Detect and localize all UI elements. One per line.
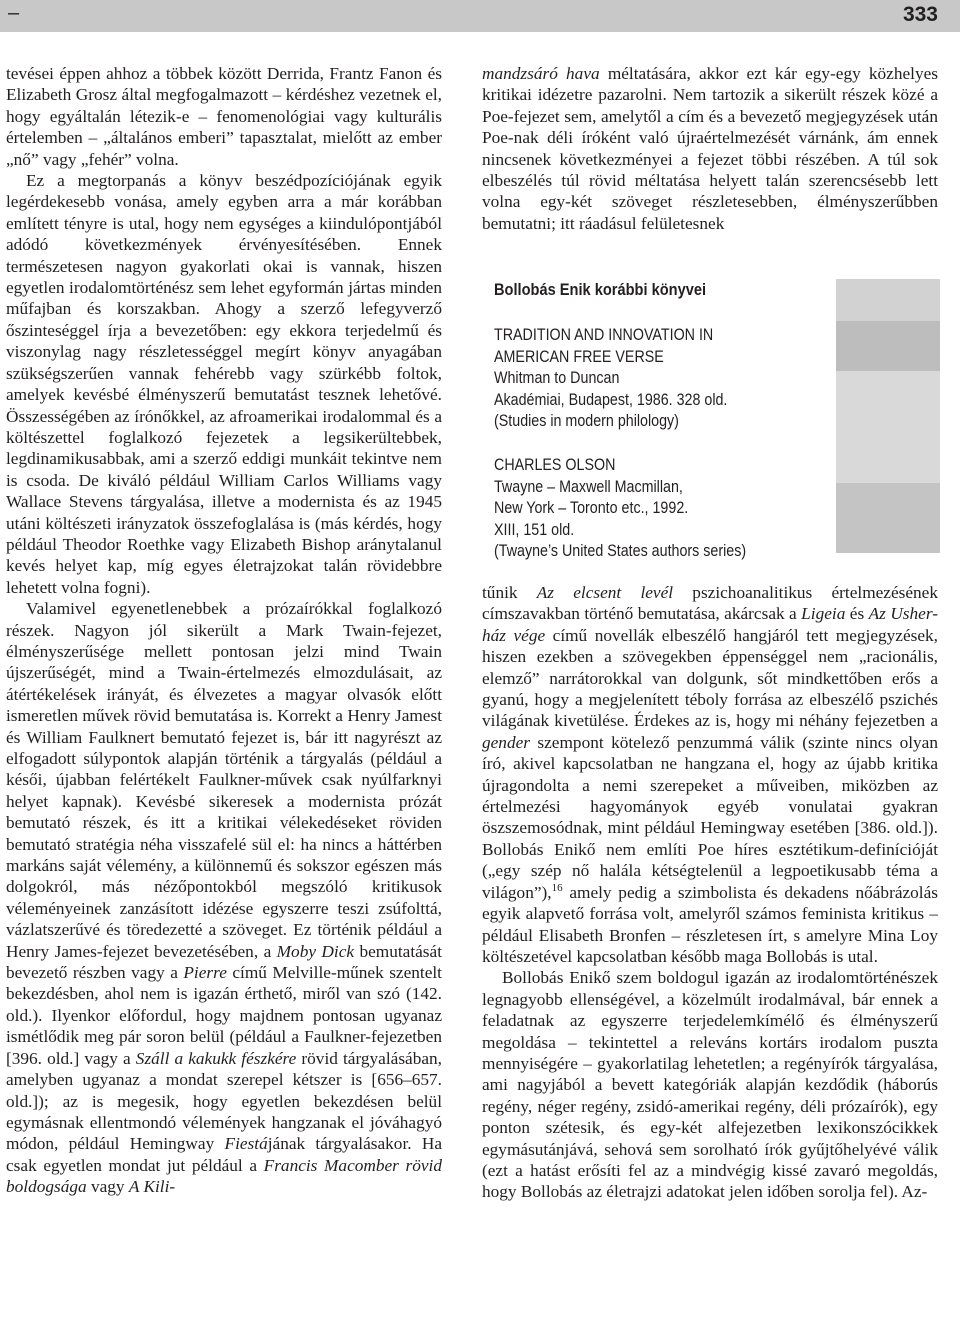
- text-run: tűnik: [482, 583, 537, 602]
- paragraph: [6, 598, 442, 1197]
- italic-title: Pierre: [183, 963, 227, 983]
- paragraph: [482, 63, 938, 234]
- book-entry: [494, 324, 727, 432]
- italic-title: Az elcsent levél: [536, 583, 674, 602]
- page-number: 333: [902, 3, 938, 26]
- book-line: Whitman to Duncan: [494, 368, 620, 388]
- book-line: AMERICAN FREE VERSE: [494, 346, 664, 366]
- footnote-marker[interactable]: 16: [551, 881, 563, 894]
- text-run: vagy: [86, 1177, 129, 1197]
- text-run: jának tárgyalásakor. Ha csak egyetlen mondat jut például a: [6, 1134, 442, 1175]
- italic-title: Moby Dick: [276, 941, 355, 961]
- book-line: TRADITION AND INNOVATION IN: [494, 325, 714, 344]
- paragraph: tevései éppen ahhoz a többek között Derrida, Frantz Fanon és Elizabeth Grosz által megfogalmazott – kérdéshez vezetnek el, hogy egyáltalán létezik-e – fenomenológiai vagy kulturális értelemben – „általános emberi” tapasztalat, mielőtt az ember „nő” vagy „fehér” volna.: [6, 64, 442, 169]
- header-dash: –: [8, 2, 20, 24]
- text-run: Valamivel egyenetlenebbek a prózaírókkal foglalkozó részek. Nagyon jól sikerült a Mark Twain-fejezet, élményszerűsége mellett pontosan jelzi mind Twain újszerűségét, mind a Twain-értelmezés elmozdulásait, az átértékelések irányát, és élvezetes a magyar olvasók előtt ismeretlen művek rövid bemutatása is. Korrekt a Henry Jamest és William Faulknert bemutató fejezet is, bár itt nagyrészt az elfogadott súlypontok alapján történik a tárgyalás (például a késői, újabban felértékelt Faulkner-művek csak nyúlfarknyi helyet kapnak). Kevésbé sikeresek a modernista prózát bemutató részek, és itt a kritikai vélekedéseket röviden bemutató stratégia néha visszafelé sül el: ha nincs a háttérben markáns saját vélemény, a különnemű és sokszor egészen más dolgokról, más nézőpontokból megszóló kritikusok véleményeinek zanzásított idézése egyszerre teszi zsúfolttá, vázlatszerűvé és töredezetté a szöveget. Ez történik például a Henry James-fejezet bevezetésében, a: [6, 599, 442, 961]
- left-column: [6, 63, 442, 1198]
- paragraph: Bollobás Enikő szem boldogul igazán az irodalomtörténészek legnagyobb ellenségével, a közelmúlt irodalmával, bár ennek a feladatnak az egyszerre terjedelemkímélő és élményszerű megoldása – tekintettel a releváns kortárs irodalom puszta mennyiségére – gyakorlatilag lehetetlen; a regényírók tárgyalása, ami nagyjából a bevett kategóriák alapján kezdődik (háborús regény, néger regény, zsidó-amerikai regény, déli prózaírók), egy ponton szétesik, és egy-két alfejezetben lexikonszócikkek egymásutánjává, sehová sem sorolható írók gyűjtőhelyévé válik (ezt a hatást erősíti fel az a mindvégig kissé zavaró megoldás, hogy Bollobás az életrajzi adatokat jelen időben sorolja fel). Az-: [482, 968, 938, 1202]
- text-run: pszichoanalitikus értelmezésének címszavakban történő bemutatása, akárcsak a: [482, 583, 938, 624]
- text-run: szempont kötelező penzummá válik (szinte nincs olyan író, akivel kapcsolatban ne hangzana el, hogy az újabb kritika újragondolta a nemi szerepeket a műveiben, miközben az értelmezési hagyományok egyéb vonulatai gyakran öszszemosódnak, mint például Hemingway esetében [386. old.]). Bollobás Enikő nem említi Poe híres esztétikum-definícióját („egy szép nő halála kétségtelenül a legpoetikusabb téma a világon”),: [482, 732, 938, 902]
- italic-title: A Kili-: [128, 1177, 176, 1197]
- text-run: című Melville-műnek szentelt bekezdésben, ahol nem is igazán érthető, miről van szó (142. old.). Ilyenkor előfordul, hogy majdnem pontosan ugyanaz ismétlődik meg pár soron belül (például a Faulkner-fejezetben [396. old.] vagy a: [6, 963, 442, 1068]
- book-line: (Twayne’s United States authors series): [494, 541, 747, 561]
- paragraph: [482, 582, 938, 967]
- italic-title: Fiestá: [224, 1134, 268, 1154]
- italic-title: Ligeia: [801, 604, 846, 624]
- text-run: méltatására, akkor ezt kár egy-egy közhelyes kritikai idézetre pazarolni. Nem tartozik a sikerült részek közé a Poe-fejezet sem, amelytől a cím és a bevezető megjegyzések után Poe-nak déli íróként való újraértelmezését várnánk, ám ennek nincsenek következményei a fejezet többi részében. A túl sok elbeszélés túl rövid méltatása helyett talán szerencsésebb lett volna egy-két szöveget részletesebben, élményszerűbben bemutatni; itt ráadásul felületesnek: [482, 64, 939, 233]
- right-column-bottom: [482, 582, 938, 1203]
- text-run: című novellák elbeszélő hangjáról tett megjegyzések, hiszen ezekben a szövegekben éppenséggel nem „racionális, elemző” narrátorokkal van dolgunk, sőt mindkettőben erős a gyanú, hogy a megjelenített téboly forrása az elbeszélő pszichés világának kivetülése. Érdekes az is, hogy mi néhány fejezetben a: [482, 625, 938, 731]
- book-line: CHARLES OLSON: [494, 455, 616, 474]
- right-column-top: [482, 63, 938, 234]
- book-line: XIII, 151 old.: [494, 519, 575, 539]
- italic-title: Száll a kakukk fészkére: [135, 1048, 297, 1068]
- sidebar-book-list: [494, 280, 942, 580]
- text-run: rövid tárgyalásában, amelyben ugyanaz a mondat szerepel kétszer is [656–657. old.]); az is megesik, hogy egyetlen bekezdésen belül egymásnak ellentmondó vélemények hangzanak el jóváhagyó módon, például Hemingway: [6, 1048, 442, 1154]
- page-header-bar: [0, 0, 960, 32]
- text-run: és: [845, 604, 869, 624]
- book-line: Twayne – Maxwell Macmillan,: [494, 476, 683, 496]
- book-entry: [494, 454, 746, 562]
- text-run: bemutatását bevezető részben vagy a: [6, 941, 442, 983]
- italic-title: Francis Macomber rövid boldogsága: [6, 1155, 442, 1197]
- italic-title: mandzsáró hava: [482, 64, 600, 83]
- book-line: (Studies in modern philology): [494, 411, 679, 431]
- book-line: New York – Toronto etc., 1992.: [494, 498, 689, 518]
- paragraph: Ez a megtorpanás a könyv beszédpozíciójának egyik legérdekesebb vonása, amely egyben arra a már korábban említett tényre is utal, hogy nem egységes a kiindulópontjából adódó következmények érvényesítésében. Ennek természetesen nagyon gyakorlati okai is vannak, hiszen egyetlen irodalomtörténész sem lehet egyformán jártas minden műfajban és korszakban. Ahogy a szerző lefegyverző őszinteséggel írja a bevezetőben: egy ekkora terjedelmű és viszonylag nagy részletességgel megírt könyv anyagában szükségszerűen vannak fehérebb vagy szürkébb foltok, amelyek kevésbé élményszerű bemutatást tesznek lehetővé. Összességében az írónőkkel, az afroamerikai irodalommal és a költészettel foglalkozó fejezetek a legsikerültebbek, legdinamikusabbak, ami a szerző eddigi munkáit tekintve nem is csoda. De kiváló például William Carlos Williams vagy Wallace Stevens tárgyalása, illetve a modernista és az 1945 utáni költészeti irányzatok összefoglalása is (más kérdés, hogy például Theodor Roethke vagy Elizabeth Bishop aránytalanul kevés helyet kap, míg egyes életrajzokat talán rövidebbre lehetett volna fogni).: [6, 171, 442, 597]
- italic-term: gender: [482, 732, 530, 752]
- text-run: amely pedig a szimbolista és dekadens nőábrázolás egyik alapvető forrása volt, amelyről számos feminista kritikus – például Elisabeth Bronfen – részletesen írt, s amelyre Mina Loy költészetével kapcsolatban később maga Bollobás is utal.: [482, 882, 938, 966]
- book-line: Akadémiai, Budapest, 1986. 328 old.: [494, 389, 728, 409]
- sidebar-title: Bollobás Enik korábbi könyvei: [494, 280, 707, 299]
- italic-title: Az Usher-ház vége: [482, 604, 938, 645]
